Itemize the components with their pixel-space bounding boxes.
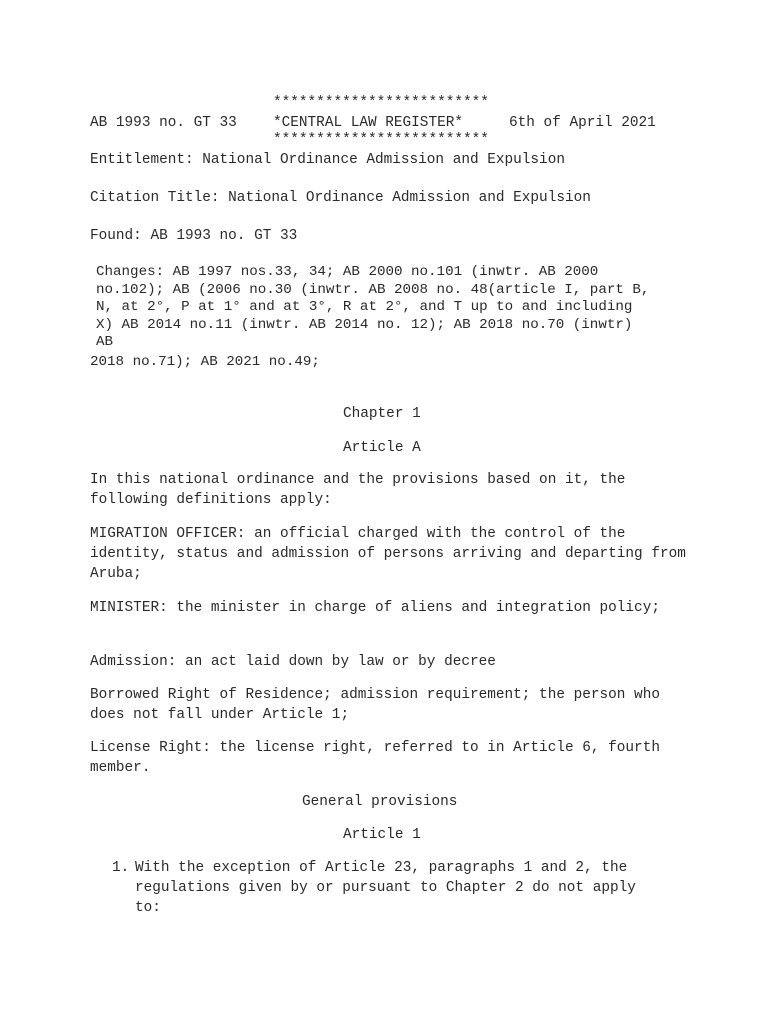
definition-migration-officer: MIGRATION OFFICER: an official charged with the control of the identity, status and admission of persons arriving and departing from Aruba;	[90, 526, 686, 582]
list-item-text: With the exception of Article 23, paragraphs 1 and 2, the regulations given by or pursuant to Chapter 2 do not apply to:	[135, 860, 636, 916]
definition-minister: MINISTER: the minister in charge of aliens and integration policy;	[90, 600, 660, 616]
entitlement-line: Entitlement: National Ordinance Admission and Expulsion	[90, 152, 565, 168]
general-provisions-heading: General provisions	[302, 794, 458, 810]
definition-license-right: License Right: the license right, referred to in Article 6, fourth member.	[90, 740, 660, 776]
article-1-heading: Article 1	[343, 827, 421, 843]
found-line: Found: AB 1993 no. GT 33	[90, 228, 298, 244]
article-a-heading: Article A	[343, 440, 421, 456]
definition-borrowed-right: Borrowed Right of Residence; admission requirement; the person who does not fall under Article 1;	[90, 687, 660, 723]
document-reference: AB 1993 no. GT 33	[90, 115, 237, 131]
definitions-intro: In this national ordinance and the provisions based on it, the following definitions apply:	[90, 472, 626, 508]
header-stars-bottom: *************************	[273, 132, 489, 148]
list-item	[112, 858, 672, 922]
changes-paragraph-tail: 2018 no.71); AB 2021 no.49;	[90, 354, 320, 370]
document-date: 6th of April 2021	[509, 115, 656, 131]
chapter-heading: Chapter 1	[343, 406, 421, 422]
changes-paragraph: Changes: AB 1997 nos.33, 34; AB 2000 no.101 (inwtr. AB 2000 no.102); AB (2006 no.30 (inwtr. AB 2008 no. 48(article I, part B, N, at 2°, P at 1° and at 3°, R at 2°, and T up to and including X) AB 2014 no.11 (inwtr. AB 2014 no. 12); AB 2018 no.70 (inwtr) AB	[96, 264, 650, 350]
citation-title-line: Citation Title: National Ordinance Admission and Expulsion	[90, 190, 591, 206]
definition-admission: Admission: an act laid down by law or by decree	[90, 654, 496, 670]
list-item-number: 1.	[112, 860, 130, 876]
header-stars-top: *************************	[273, 95, 489, 111]
register-title: *CENTRAL LAW REGISTER*	[273, 115, 463, 131]
